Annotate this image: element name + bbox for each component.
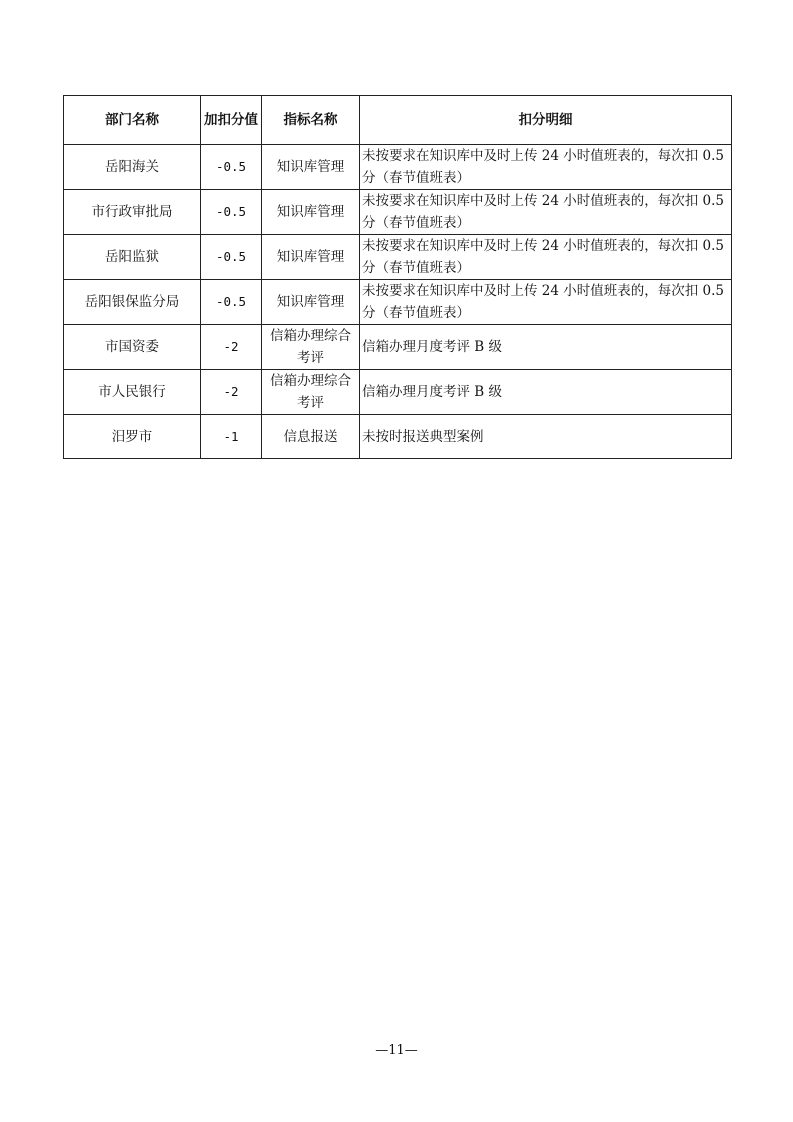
detail-cell: 信箱办理月度考评 B 级 bbox=[360, 325, 732, 370]
detail-cell: 未按要求在知识库中及时上传 24 小时值班表的，每次扣 0.5 分（春节值班表） bbox=[360, 235, 732, 280]
page-number: —11— bbox=[375, 1043, 418, 1058]
indicator-cell: 知识库管理 bbox=[262, 145, 360, 190]
deduction-table bbox=[63, 95, 732, 459]
score-cell: -2 bbox=[201, 370, 262, 415]
indicator-cell: 信息报送 bbox=[262, 415, 360, 459]
indicator-cell: 知识库管理 bbox=[262, 280, 360, 325]
indicator-cell: 知识库管理 bbox=[262, 235, 360, 280]
table-row bbox=[64, 280, 732, 325]
score-cell: -0.5 bbox=[201, 145, 262, 190]
indicator-cell: 信箱办理综合考评 bbox=[262, 370, 360, 415]
dept-cell: 市行政审批局 bbox=[64, 190, 201, 235]
dept-cell: 汨罗市 bbox=[64, 415, 201, 459]
score-cell: -0.5 bbox=[201, 235, 262, 280]
table-row bbox=[64, 325, 732, 370]
header-indicator: 指标名称 bbox=[262, 96, 360, 145]
indicator-cell: 知识库管理 bbox=[262, 190, 360, 235]
detail-cell: 信箱办理月度考评 B 级 bbox=[360, 370, 732, 415]
table-row bbox=[64, 235, 732, 280]
score-cell: -1 bbox=[201, 415, 262, 459]
score-cell: -0.5 bbox=[201, 190, 262, 235]
header-detail: 扣分明细 bbox=[360, 96, 732, 145]
table-row bbox=[64, 415, 732, 459]
dept-cell: 岳阳银保监分局 bbox=[64, 280, 201, 325]
score-cell: -2 bbox=[201, 325, 262, 370]
dept-cell: 市国资委 bbox=[64, 325, 201, 370]
header-score: 加扣分值 bbox=[201, 96, 262, 145]
detail-cell: 未按要求在知识库中及时上传 24 小时值班表的，每次扣 0.5 分（春节值班表） bbox=[360, 190, 732, 235]
table-row bbox=[64, 190, 732, 235]
table-header-row bbox=[64, 96, 732, 145]
dept-cell: 市人民银行 bbox=[64, 370, 201, 415]
indicator-cell: 信箱办理综合考评 bbox=[262, 325, 360, 370]
score-cell: -0.5 bbox=[201, 280, 262, 325]
detail-cell: 未按要求在知识库中及时上传 24 小时值班表的，每次扣 0.5 分（春节值班表） bbox=[360, 145, 732, 190]
detail-cell: 未按时报送典型案例 bbox=[360, 415, 732, 459]
header-dept: 部门名称 bbox=[64, 96, 201, 145]
table-row bbox=[64, 145, 732, 190]
detail-cell: 未按要求在知识库中及时上传 24 小时值班表的，每次扣 0.5 分（春节值班表） bbox=[360, 280, 732, 325]
dept-cell: 岳阳监狱 bbox=[64, 235, 201, 280]
table-row bbox=[64, 370, 732, 415]
dept-cell: 岳阳海关 bbox=[64, 145, 201, 190]
